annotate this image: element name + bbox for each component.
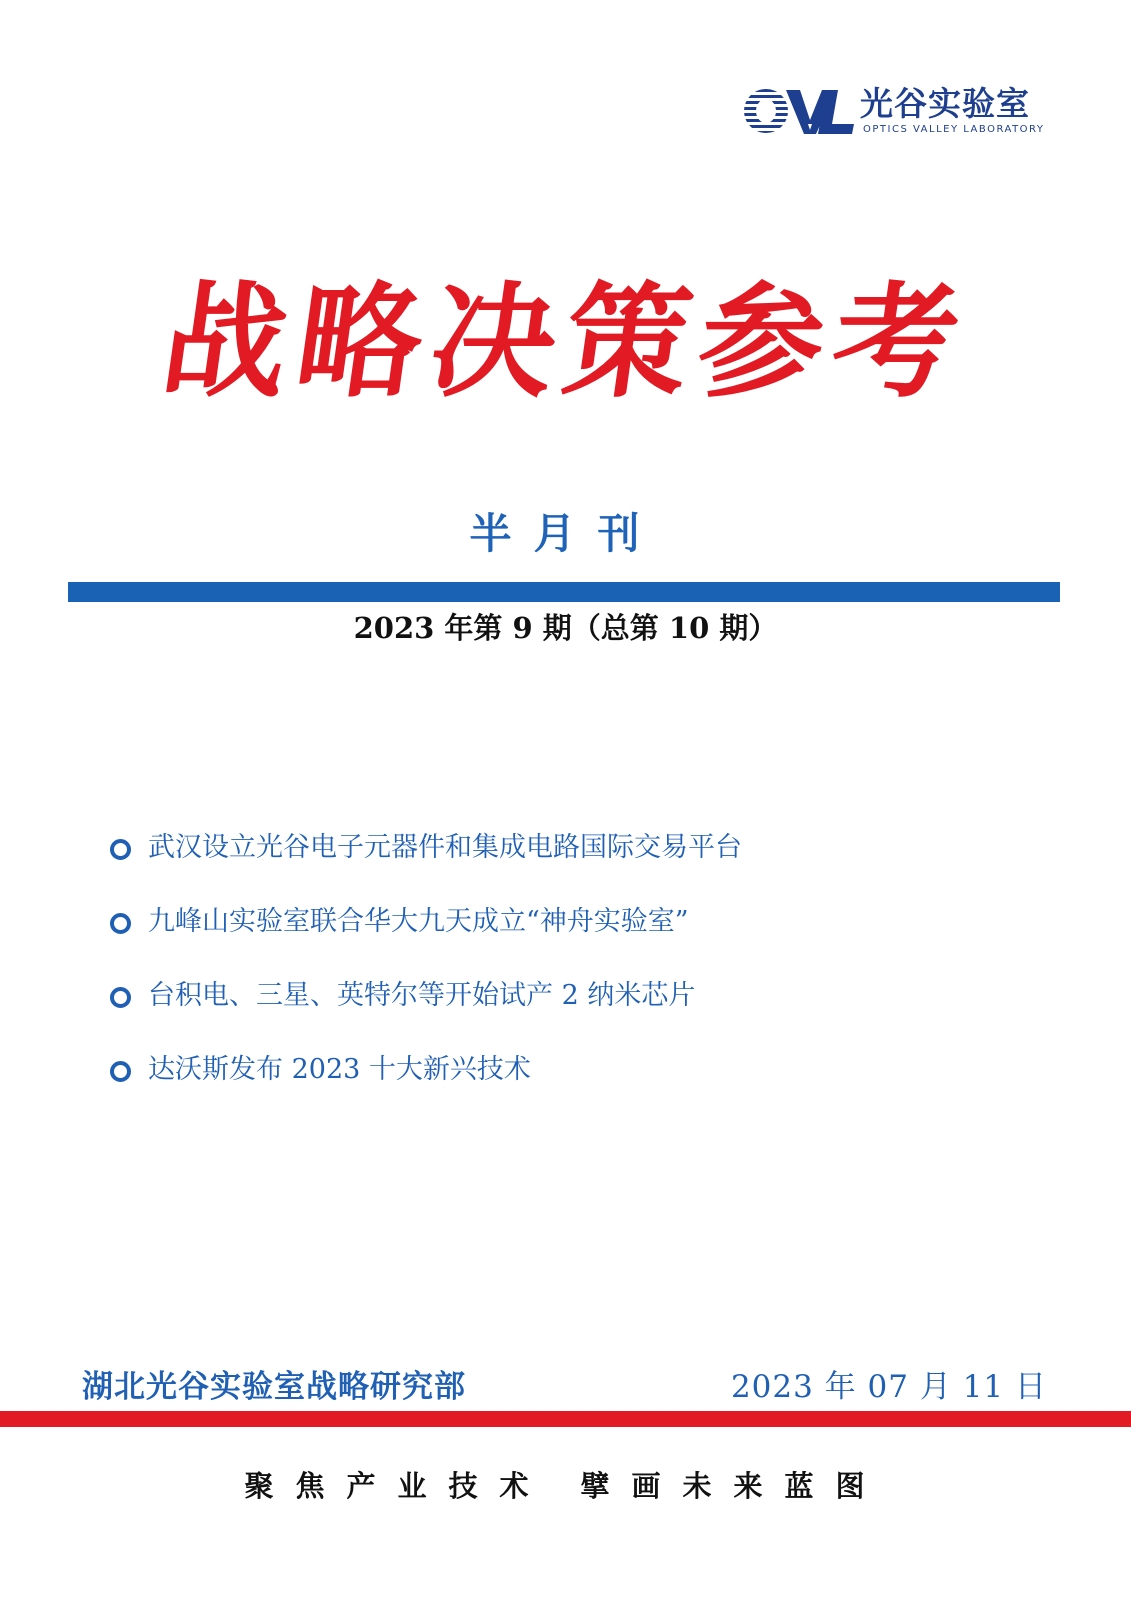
headline-text: 达沃斯发布 2023 十大新兴技术: [148, 1054, 531, 1085]
headline-item: [110, 1052, 1010, 1126]
logo-name-en: OPTICS VALLEY LABORATORY: [863, 124, 1045, 135]
logo: [742, 84, 1052, 140]
slogan: [0, 1464, 1131, 1508]
publisher-org: 湖北光谷实验室战略研究部: [82, 1369, 466, 1405]
circle-bullet-icon: [110, 839, 131, 860]
headline-item: [110, 830, 1010, 904]
slogan-right: 擘画未来蓝图: [580, 1469, 887, 1503]
headline-item: [110, 904, 1010, 978]
circle-bullet-icon: [110, 987, 131, 1008]
circle-bullet-icon: [110, 913, 131, 934]
publish-date: 2023 年 07 月 11 日: [730, 1369, 1047, 1405]
issue-number: 2023 年第 9 期（总第 10 期）: [353, 611, 778, 645]
logo-name-cn: 光谷实验室: [860, 84, 1030, 123]
publication-frequency: 半月刊: [469, 509, 662, 558]
headline-text: 九峰山实验室联合华大九天成立“神舟实验室”: [148, 906, 689, 937]
circle-bullet-icon: [110, 1061, 131, 1082]
blue-divider: [68, 582, 1060, 602]
headline-text: 台积电、三星、英特尔等开始试产 2 纳米芯片: [148, 980, 696, 1011]
headline-list: [110, 830, 1010, 1126]
ovl-logo-icon: [742, 84, 854, 138]
publication-title: 战略决策参考: [153, 270, 978, 415]
slogan-left: 聚焦产业技术: [244, 1469, 551, 1503]
headline-item: [110, 978, 1010, 1052]
red-divider: [0, 1411, 1131, 1427]
headline-text: 武汉设立光谷电子元器件和集成电路国际交易平台: [148, 832, 742, 863]
